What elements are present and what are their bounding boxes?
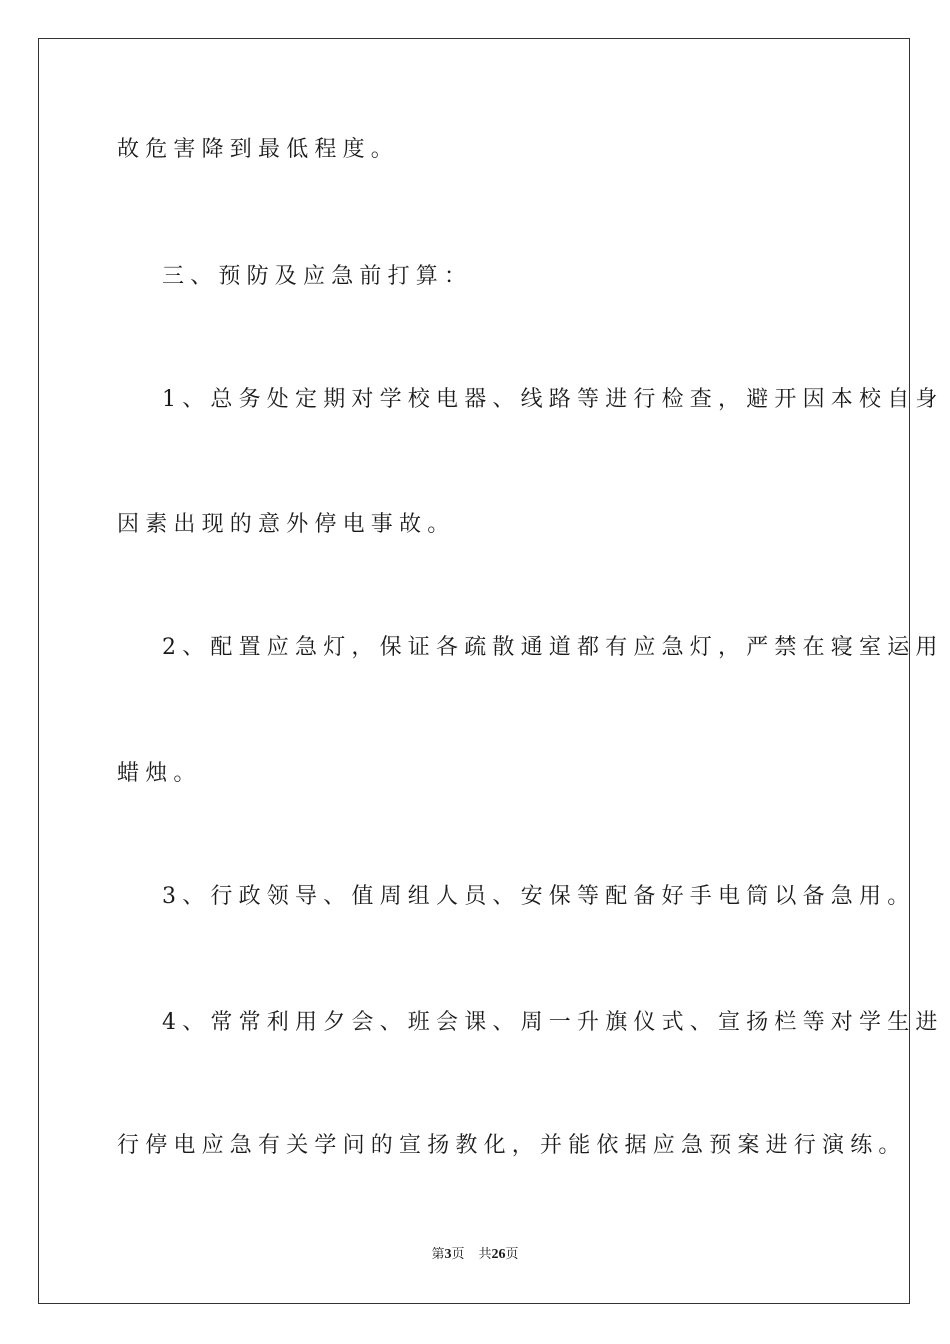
body-line-item-1-cont: 因素出现的意外停电事故。 <box>117 512 456 537</box>
page-border <box>38 38 910 1304</box>
body-line-1: 故危害降到最低程度。 <box>117 137 400 162</box>
total-label-prefix: 共 <box>478 1247 492 1262</box>
body-line-item-4: 4、常常利用夕会、班会课、周一升旗仪式、宣扬栏等对学生进 <box>162 1010 944 1035</box>
total-pages: 26 <box>491 1247 506 1262</box>
body-line-item-2: 2、配置应急灯，保证各疏散通道都有应急灯，严禁在寝室运用 <box>162 635 944 660</box>
total-label-suffix: 页 <box>505 1247 519 1262</box>
page-footer <box>0 1246 950 1264</box>
body-line-item-3: 3、行政领导、值周组人员、安保等配备好手电筒以备急用。 <box>162 884 916 909</box>
section-heading: 三、预防及应急前打算： <box>162 264 473 289</box>
body-line-item-2-cont: 蜡烛。 <box>117 761 202 786</box>
body-line-item-4-cont: 行停电应急有关学问的宣扬教化，并能依据应急预案进行演练。 <box>117 1133 907 1158</box>
body-line-item-1: 1、总务处定期对学校电器、线路等进行检查，避开因本校自身 <box>162 387 944 412</box>
page-label-prefix: 第 <box>431 1247 445 1262</box>
page-label-suffix: 页 <box>451 1247 465 1262</box>
page-number: 3 <box>444 1247 452 1262</box>
